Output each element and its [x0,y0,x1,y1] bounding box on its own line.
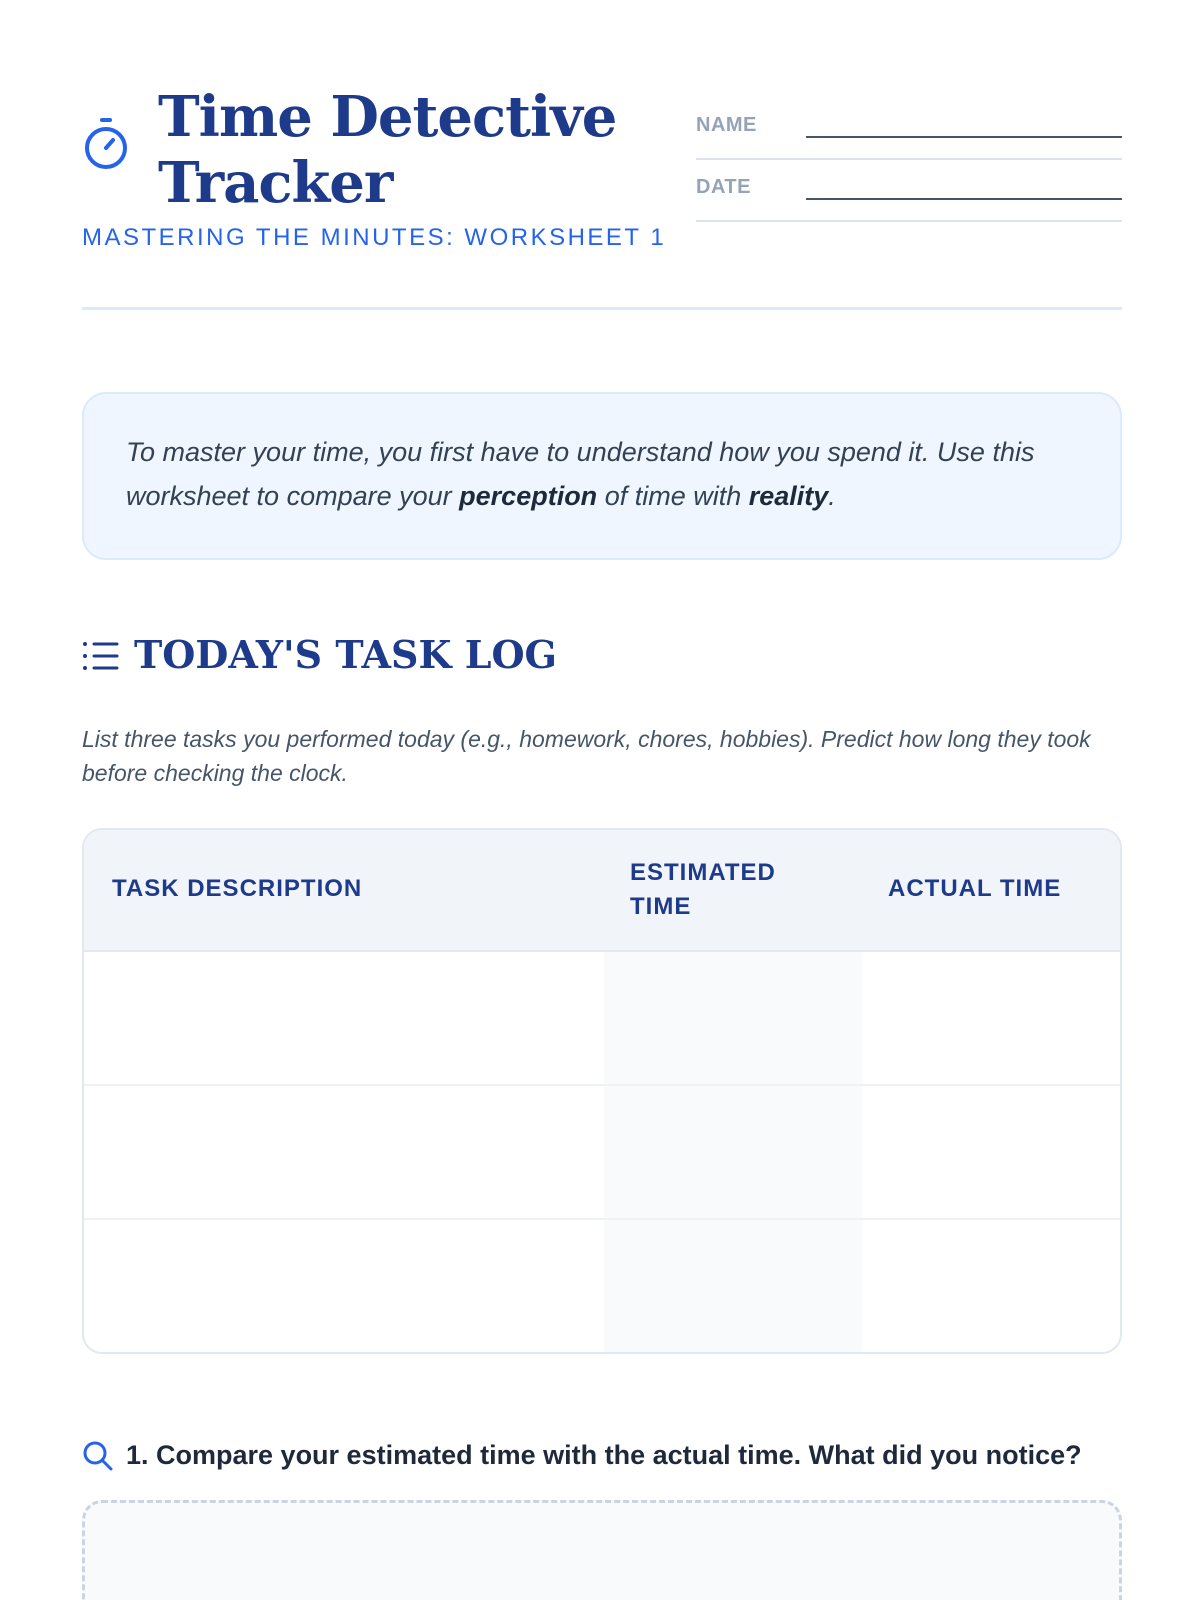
table-row [84,1086,1120,1220]
table-row [84,952,1120,1086]
date-field[interactable] [696,160,1122,222]
section-title: TODAY'S TASK LOG [134,632,558,677]
estimated-cell[interactable] [604,952,862,1084]
actual-cell[interactable] [862,1220,1122,1354]
intro-text-before: To master your time, you first have to understand how you spend it. Use this worksheet to compare your [126,437,1035,511]
date-label: DATE [696,176,751,198]
name-field[interactable] [696,98,1122,160]
worksheet-header [82,80,1122,312]
worksheet-subtitle: MASTERING THE MINUTES: WORKSHEET 1 [82,224,667,251]
task-log-instructions: List three tasks you performed today (e.g., homework, chores, hobbies). Predict how long they took before checking the clock. [82,726,1091,786]
header-divider [82,307,1122,310]
table-header [84,830,1120,952]
table-row [84,1220,1120,1354]
intro-callout [82,392,1122,560]
task-cell[interactable] [84,952,604,1084]
intro-text-after: . [828,481,836,511]
search-icon [82,1440,114,1472]
question-text: 1. Compare your estimated time with the actual time. What did you notice? [126,1440,1082,1470]
date-write-line[interactable] [806,198,1122,200]
stopwatch-icon [82,116,130,172]
task-cell[interactable] [84,1086,604,1218]
column-header-task: TASK DESCRIPTION [112,875,363,902]
intro-bold-perception: perception [459,481,598,511]
intro-text-middle: of time with [597,481,749,511]
worksheet-title: Time Detective Tracker [158,84,617,216]
intro-bold-reality: reality [748,481,829,511]
answer-box[interactable] [82,1500,1122,1600]
column-header-actual: ACTUAL TIME [888,875,1062,902]
actual-cell[interactable] [862,952,1122,1084]
reflection-question-1 [82,1436,1122,1476]
task-log-table [82,828,1122,1354]
actual-cell[interactable] [862,1086,1122,1218]
estimated-cell[interactable] [604,1220,862,1354]
name-write-line[interactable] [806,136,1122,138]
student-fields [696,98,1122,222]
table-body [84,952,1120,1354]
task-cell[interactable] [84,1220,604,1354]
name-label: NAME [696,114,757,136]
estimated-cell[interactable] [604,1086,862,1218]
list-icon [82,640,120,672]
column-header-estimated: ESTIMATED TIME [630,859,776,920]
